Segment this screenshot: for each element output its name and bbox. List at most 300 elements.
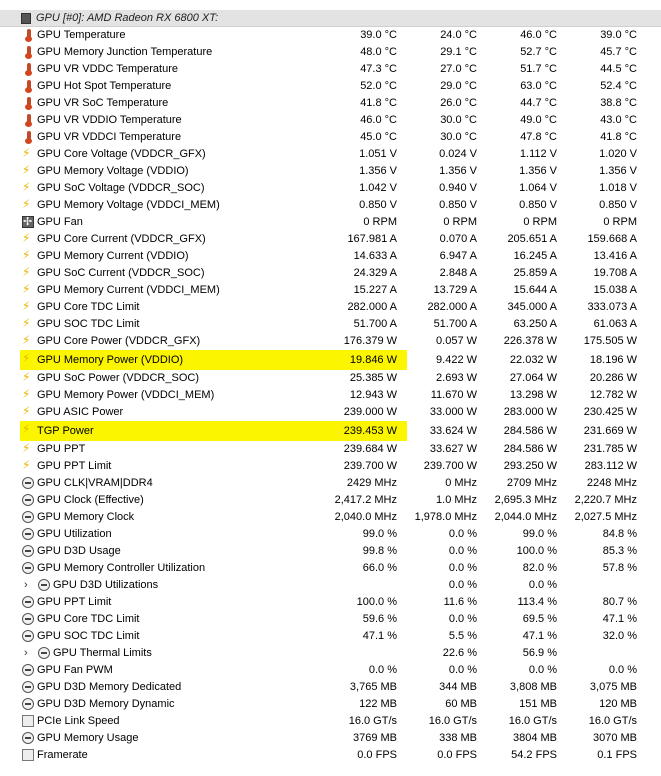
value-current: 99.0 % [362, 528, 397, 540]
fan-icon [22, 216, 34, 228]
sensor-row[interactable] [0, 282, 661, 299]
lightning-bolt-icon [22, 353, 34, 366]
sensor-name: GPU Utilization [37, 528, 112, 540]
value-min: 282.000 A [427, 301, 477, 313]
sensor-name: GPU Memory Current (VDDCI_MEM) [37, 284, 220, 296]
value-current: 176.379 W [343, 335, 397, 347]
value-min: 2.693 W [436, 372, 477, 384]
value-max: 2,695.3 MHz [494, 494, 557, 506]
value-avg: 47.1 % [602, 613, 637, 625]
value-min: 0.850 V [439, 199, 477, 211]
value-current: 12.943 W [349, 389, 397, 401]
value-max: 2,044.0 MHz [494, 511, 557, 523]
lightning-bolt-icon [22, 460, 34, 473]
sensor-row[interactable] [0, 611, 661, 628]
sensor-name: PCIe Link Speed [37, 715, 120, 727]
value-current: 2,417.2 MHz [334, 494, 397, 506]
value-min: 11.6 % [443, 596, 477, 608]
sensor-name: GPU Thermal Limits [53, 647, 152, 659]
value-avg: 159.668 A [587, 233, 637, 245]
sensor-name: GPU ASIC Power [37, 406, 124, 418]
sensor-name: GPU D3D Memory Dynamic [37, 698, 175, 710]
value-min: 51.700 A [433, 318, 477, 330]
value-min: 16.0 GT/s [428, 715, 477, 727]
value-min: 0.057 W [436, 335, 477, 347]
sensor-row[interactable] [0, 577, 661, 594]
value-min: 0.0 % [448, 545, 477, 557]
value-avg: 18.196 W [589, 354, 637, 366]
value-avg: 61.063 A [593, 318, 637, 330]
value-max: 3,808 MB [509, 681, 557, 693]
sensor-name: GPU Memory Power (VDDIO) [37, 354, 184, 366]
value-avg: 2248 MHz [586, 477, 637, 489]
lightning-bolt-icon [22, 406, 34, 419]
value-avg: 175.505 W [583, 335, 637, 347]
value-max: 1.112 V [519, 148, 557, 160]
value-current: 239.684 W [343, 443, 397, 455]
value-avg: 84.8 % [602, 528, 637, 540]
value-min: 0.0 % [448, 579, 477, 591]
value-max: 27.064 W [509, 372, 557, 384]
value-current: 46.0 °C [360, 114, 397, 126]
generic-sensor-icon [22, 749, 34, 761]
value-current: 1.356 V [359, 165, 397, 177]
value-avg: 12.782 W [589, 389, 637, 401]
value-max: 99.0 % [522, 528, 557, 540]
sensor-name: GPU Memory Voltage (VDDIO) [37, 165, 189, 177]
value-max: 0.0 % [528, 664, 557, 676]
value-current: 3769 MB [352, 732, 397, 744]
value-avg: 3,075 MB [589, 681, 637, 693]
value-max: 284.586 W [503, 443, 557, 455]
value-current: 24.329 A [353, 267, 397, 279]
thermometer-icon [23, 63, 35, 76]
value-min: 11.670 W [430, 389, 477, 401]
value-max: 25.859 A [513, 267, 557, 279]
thermometer-icon [23, 29, 35, 42]
value-current: 41.8 °C [360, 97, 397, 109]
value-min: 0.0 % [448, 613, 477, 625]
value-max: 293.250 W [503, 460, 557, 472]
value-current: 51.700 A [353, 318, 397, 330]
value-avg: 38.8 °C [600, 97, 637, 109]
thermometer-icon [23, 131, 35, 144]
sensor-name: GPU D3D Utilizations [53, 579, 159, 591]
value-avg: 333.073 A [587, 301, 637, 313]
value-avg: 20.286 W [589, 372, 637, 384]
value-min: 13.729 A [433, 284, 477, 296]
sensor-row[interactable] [0, 95, 661, 112]
value-current: 59.6 % [362, 613, 397, 625]
value-min: 33.624 W [429, 425, 477, 437]
value-max: 345.000 A [507, 301, 557, 313]
value-max: 54.2 FPS [511, 749, 557, 761]
value-avg: 80.7 % [602, 596, 637, 608]
value-max: 63.0 °C [520, 80, 557, 92]
value-avg: 41.8 °C [600, 131, 637, 143]
value-avg: 52.4 °C [600, 80, 637, 92]
sensor-row[interactable] [0, 333, 661, 350]
lightning-bolt-icon [22, 182, 34, 195]
sensor-row[interactable] [0, 492, 661, 509]
value-max: 13.298 W [509, 389, 557, 401]
value-max: 49.0 °C [520, 114, 557, 126]
sensor-row[interactable] [0, 421, 661, 441]
value-avg: 39.0 °C [600, 29, 637, 41]
sensor-row[interactable] [0, 645, 661, 662]
value-avg: 1.020 V [599, 148, 637, 160]
sensor-name: GPU Fan PWM [37, 664, 113, 676]
value-min: 5.5 % [448, 630, 477, 642]
value-avg: 1.356 V [599, 165, 637, 177]
value-max: 44.7 °C [520, 97, 557, 109]
sensor-row[interactable] [0, 560, 661, 577]
sensor-rows [0, 27, 661, 764]
value-min: 29.1 °C [440, 46, 477, 58]
gpu-group-title: GPU [#0]: AMD Radeon RX 6800 XT: [36, 12, 219, 24]
sensor-row[interactable] [0, 316, 661, 333]
value-max: 0.850 V [519, 199, 557, 211]
sensor-name: GPU VR VDDIO Temperature [37, 114, 182, 126]
sensor-name: GPU VR VDDCI Temperature [37, 131, 182, 143]
value-current: 3,765 MB [349, 681, 397, 693]
lightning-bolt-icon [22, 389, 34, 402]
value-min: 24.0 °C [440, 29, 477, 41]
value-current: 47.1 % [362, 630, 397, 642]
sensor-row[interactable] [0, 61, 661, 78]
sensor-row[interactable] [0, 265, 661, 282]
value-current: 19.846 W [349, 354, 397, 366]
sensor-row[interactable] [0, 628, 661, 645]
usage-gauge-icon [22, 698, 34, 710]
value-current: 52.0 °C [360, 80, 397, 92]
usage-gauge-icon [22, 596, 34, 608]
lightning-bolt-icon [22, 284, 34, 297]
sensor-row[interactable] [0, 146, 661, 163]
value-max: 100.0 % [516, 545, 557, 557]
value-min: 29.0 °C [440, 80, 477, 92]
lightning-bolt-icon [22, 372, 34, 385]
usage-gauge-icon [22, 664, 34, 676]
value-current: 239.700 W [343, 460, 397, 472]
value-min: 60 MB [445, 698, 477, 710]
value-current: 15.227 A [353, 284, 397, 296]
value-avg: 0 RPM [603, 216, 637, 228]
sensor-name: GPU CLK|VRAM|DDR4 [37, 477, 153, 489]
value-current: 122 MB [359, 698, 397, 710]
gpu-chip-icon [21, 13, 31, 24]
value-min: 1.356 V [439, 165, 477, 177]
value-max: 283.000 W [503, 406, 557, 418]
value-min: 33.000 W [429, 406, 477, 418]
value-min: 6.947 A [439, 250, 477, 262]
lightning-bolt-icon [22, 250, 34, 263]
usage-gauge-icon [22, 732, 34, 744]
value-avg: 45.7 °C [600, 46, 637, 58]
sensor-name: GPU Memory Usage [37, 732, 139, 744]
sensor-row[interactable] [0, 231, 661, 248]
sensor-row[interactable] [0, 696, 661, 713]
sensor-name: GPU PPT Limit [37, 596, 112, 608]
lightning-bolt-icon [22, 233, 34, 246]
sensor-row[interactable] [0, 78, 661, 95]
value-current: 2429 MHz [346, 477, 397, 489]
value-avg: 43.0 °C [600, 114, 637, 126]
value-avg: 231.669 W [583, 425, 637, 437]
value-min: 239.700 W [423, 460, 477, 472]
value-current: 39.0 °C [360, 29, 397, 41]
value-avg: 85.3 % [602, 545, 637, 557]
sensor-name: GPU VR SoC Temperature [37, 97, 169, 109]
value-current: 25.385 W [349, 372, 397, 384]
usage-gauge-icon [22, 681, 34, 693]
value-current: 100.0 % [356, 596, 397, 608]
value-current: 66.0 % [362, 562, 397, 574]
usage-gauge-icon [22, 545, 34, 557]
sensor-name: GPU Core Power (VDDCR_GFX) [37, 335, 201, 347]
expand-chevron-icon[interactable]: › [24, 647, 28, 659]
sensor-name: Framerate [37, 749, 88, 761]
value-min: 1.0 MHz [436, 494, 477, 506]
sensor-name: GPU Clock (Effective) [37, 494, 144, 506]
usage-gauge-icon [22, 562, 34, 574]
usage-gauge-icon [22, 528, 34, 540]
sensor-row[interactable] [0, 730, 661, 747]
value-avg: 1.018 V [599, 182, 637, 194]
value-avg: 2,220.7 MHz [574, 494, 637, 506]
sensor-table [0, 10, 661, 764]
value-max: 47.8 °C [520, 131, 557, 143]
value-min: 27.0 °C [440, 63, 477, 75]
value-current: 0.850 V [359, 199, 397, 211]
value-current: 47.3 °C [360, 63, 397, 75]
value-avg: 3070 MB [592, 732, 637, 744]
sensor-name: GPU Core Voltage (VDDCR_GFX) [37, 148, 206, 160]
thermometer-icon [23, 97, 35, 110]
lightning-bolt-icon [22, 199, 34, 212]
lightning-bolt-icon [22, 443, 34, 456]
value-min: 0 RPM [443, 216, 477, 228]
value-max: 69.5 % [522, 613, 557, 625]
thermometer-icon [23, 114, 35, 127]
clock-gauge-icon [22, 494, 34, 506]
sensor-name: GPU Memory Voltage (VDDCI_MEM) [37, 199, 220, 211]
sensor-row[interactable] [0, 112, 661, 129]
sensor-row[interactable] [0, 526, 661, 543]
sensor-name: GPU Hot Spot Temperature [37, 80, 172, 92]
value-avg: 231.785 W [583, 443, 637, 455]
sensor-name: GPU Core TDC Limit [37, 301, 140, 313]
lightning-bolt-icon [22, 424, 34, 437]
value-max: 63.250 A [513, 318, 557, 330]
sensor-name: GPU SoC Current (VDDCR_SOC) [37, 267, 205, 279]
value-min: 33.627 W [429, 443, 477, 455]
sensor-name: GPU Memory Controller Utilization [37, 562, 206, 574]
value-min: 0.940 V [439, 182, 477, 194]
lightning-bolt-icon [22, 335, 34, 348]
value-min: 338 MB [439, 732, 477, 744]
value-current: 167.981 A [347, 233, 397, 245]
sensor-row[interactable] [0, 248, 661, 265]
sensor-row[interactable] [0, 27, 661, 44]
sensor-row[interactable] [0, 44, 661, 61]
value-current: 0.0 % [368, 664, 397, 676]
sensor-row[interactable] [0, 475, 661, 492]
sensor-row[interactable] [0, 350, 661, 370]
value-min: 9.422 W [436, 354, 477, 366]
value-current: 45.0 °C [360, 131, 397, 143]
sensor-row[interactable] [0, 404, 661, 421]
value-max: 16.245 A [513, 250, 557, 262]
sensor-row[interactable] [0, 197, 661, 214]
thermometer-icon [23, 46, 35, 59]
usage-gauge-icon [38, 647, 50, 659]
value-avg: 0.0 % [608, 664, 637, 676]
value-avg: 230.425 W [583, 406, 637, 418]
sensor-row[interactable] [0, 163, 661, 180]
value-avg: 44.5 °C [600, 63, 637, 75]
value-min: 26.0 °C [440, 97, 477, 109]
value-max: 1.064 V [519, 182, 557, 194]
value-current: 239.000 W [343, 406, 397, 418]
generic-sensor-icon [22, 715, 34, 727]
value-min: 2.848 A [439, 267, 477, 279]
sensor-row[interactable] [0, 387, 661, 404]
sensor-row[interactable] [0, 180, 661, 197]
value-max: 16.0 GT/s [508, 715, 557, 727]
usage-gauge-icon [22, 630, 34, 642]
sensor-name: GPU D3D Usage [37, 545, 121, 557]
value-current: 14.633 A [353, 250, 397, 262]
sensor-name: GPU Core Current (VDDCR_GFX) [37, 233, 206, 245]
value-min: 0.024 V [439, 148, 477, 160]
clock-gauge-icon [22, 511, 34, 523]
sensor-row[interactable] [0, 594, 661, 611]
sensor-row[interactable] [0, 458, 661, 475]
sensor-row[interactable] [0, 370, 661, 387]
value-min: 0.0 FPS [437, 749, 477, 761]
lightning-bolt-icon [22, 148, 34, 161]
value-min: 0 MHz [445, 477, 477, 489]
sensor-row[interactable] [0, 662, 661, 679]
sensor-row[interactable] [0, 214, 661, 231]
value-max: 205.651 A [507, 233, 557, 245]
sensor-name: GPU SOC TDC Limit [37, 318, 140, 330]
value-max: 22.032 W [509, 354, 557, 366]
value-max: 56.9 % [522, 647, 557, 659]
sensor-name: GPU Temperature [37, 29, 126, 41]
sensor-row[interactable] [0, 713, 661, 730]
value-current: 99.8 % [362, 545, 397, 557]
sensor-name: TGP Power [37, 425, 94, 437]
value-max: 226.378 W [503, 335, 557, 347]
usage-gauge-icon [22, 613, 34, 625]
value-max: 0 RPM [523, 216, 557, 228]
value-min: 1,978.0 MHz [414, 511, 477, 523]
value-min: 30.0 °C [440, 114, 477, 126]
value-current: 0.0 FPS [357, 749, 397, 761]
value-min: 22.6 % [442, 647, 477, 659]
value-min: 30.0 °C [440, 131, 477, 143]
value-current: 239.453 W [343, 425, 397, 437]
value-max: 3804 MB [512, 732, 557, 744]
sensor-name: GPU SOC TDC Limit [37, 630, 140, 642]
value-avg: 2,027.5 MHz [574, 511, 637, 523]
value-max: 15.644 A [513, 284, 557, 296]
value-avg: 120 MB [599, 698, 637, 710]
lightning-bolt-icon [22, 267, 34, 280]
value-avg: 15.038 A [593, 284, 637, 296]
value-avg: 19.708 A [593, 267, 637, 279]
value-max: 1.356 V [519, 165, 557, 177]
sensor-name: GPU VR VDDC Temperature [37, 63, 179, 75]
value-max: 0.0 % [528, 579, 557, 591]
value-current: 282.000 A [347, 301, 397, 313]
value-avg: 0.1 FPS [597, 749, 637, 761]
value-min: 344 MB [439, 681, 477, 693]
sensor-row[interactable] [0, 441, 661, 458]
sensor-row[interactable] [0, 747, 661, 764]
value-min: 0.0 % [448, 562, 477, 574]
lightning-bolt-icon [22, 301, 34, 314]
value-max: 284.586 W [503, 425, 557, 437]
value-max: 2709 MHz [506, 477, 557, 489]
value-max: 52.7 °C [520, 46, 557, 58]
value-avg: 0.850 V [599, 199, 637, 211]
value-max: 47.1 % [522, 630, 557, 642]
value-min: 0.0 % [448, 664, 477, 676]
sensor-row[interactable] [0, 509, 661, 526]
lightning-bolt-icon [22, 318, 34, 331]
value-min: 0.070 A [439, 233, 477, 245]
sensor-name: GPU Core TDC Limit [37, 613, 140, 625]
value-max: 46.0 °C [520, 29, 557, 41]
sensor-name: GPU Memory Junction Temperature [37, 46, 213, 58]
value-max: 151 MB [519, 698, 557, 710]
value-avg: 13.416 A [593, 250, 637, 262]
value-avg: 32.0 % [602, 630, 637, 642]
value-current: 1.042 V [359, 182, 397, 194]
usage-gauge-icon [38, 579, 50, 591]
sensor-name: GPU SoC Power (VDDCR_SOC) [37, 372, 199, 384]
clock-gauge-icon [22, 477, 34, 489]
gpu-group-header[interactable] [0, 10, 661, 27]
sensor-name: GPU SoC Voltage (VDDCR_SOC) [37, 182, 205, 194]
value-max: 51.7 °C [520, 63, 557, 75]
value-max: 82.0 % [522, 562, 557, 574]
value-avg: 16.0 GT/s [588, 715, 637, 727]
expand-chevron-icon[interactable]: › [24, 579, 28, 591]
thermometer-icon [23, 80, 35, 93]
value-current: 1.051 V [359, 148, 397, 160]
sensor-name: GPU Memory Current (VDDIO) [37, 250, 189, 262]
sensor-name: GPU Memory Clock [37, 511, 135, 523]
lightning-bolt-icon [22, 165, 34, 178]
value-current: 48.0 °C [360, 46, 397, 58]
sensor-name: GPU Memory Power (VDDCI_MEM) [37, 389, 215, 401]
sensor-row[interactable] [0, 679, 661, 696]
value-current: 2,040.0 MHz [334, 511, 397, 523]
sensor-name: GPU Fan [37, 216, 83, 228]
sensor-row[interactable] [0, 299, 661, 316]
sensor-name: GPU PPT [37, 443, 86, 455]
sensor-row[interactable] [0, 543, 661, 560]
value-avg: 57.8 % [602, 562, 637, 574]
value-avg: 283.112 W [584, 460, 637, 472]
value-current: 16.0 GT/s [348, 715, 397, 727]
sensor-row[interactable] [0, 129, 661, 146]
value-min: 0.0 % [448, 528, 477, 540]
